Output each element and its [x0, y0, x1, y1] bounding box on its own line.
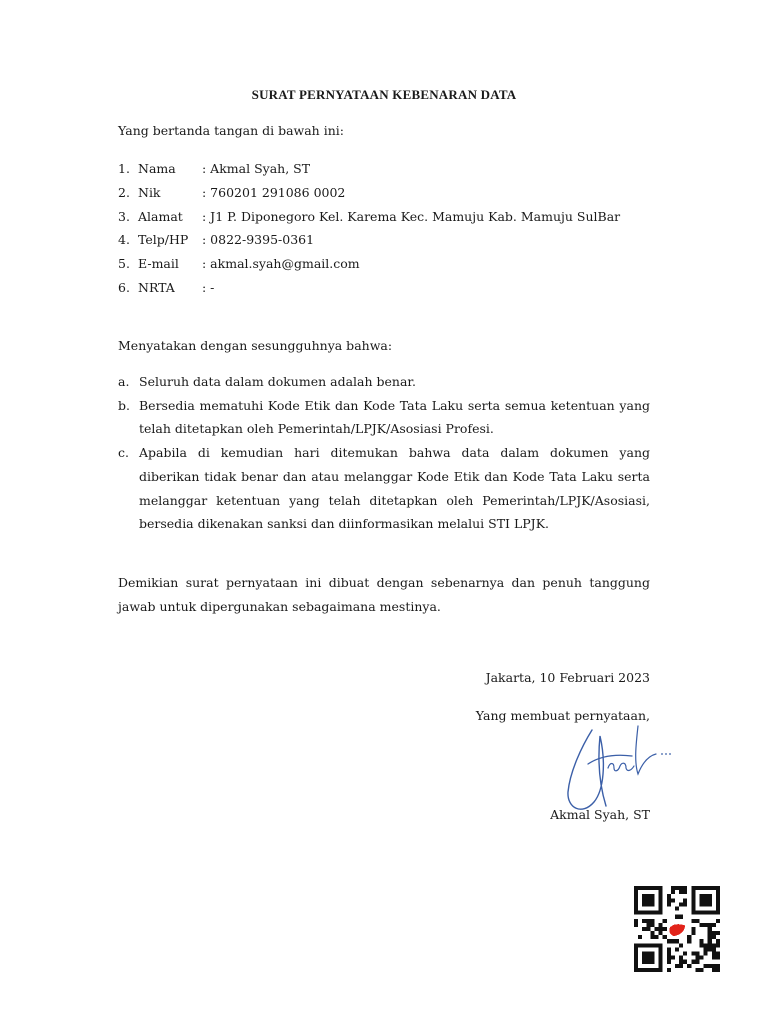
- qr-module: [712, 943, 716, 947]
- qr-module: [708, 964, 712, 968]
- qr-module: [687, 935, 691, 939]
- qr-module: [679, 886, 683, 890]
- qr-module: [683, 960, 687, 964]
- qr-module: [708, 923, 712, 927]
- declaration-intro: Menyatakan dengan sesungguhnya bahwa:: [118, 338, 393, 353]
- field-label: Nik: [138, 185, 161, 201]
- qr-module: [712, 956, 716, 960]
- field-number: 6.: [118, 279, 130, 295]
- qr-module: [667, 952, 671, 956]
- signer-name: Akmal Syah, ST: [550, 807, 650, 822]
- qr-finder-top-left: [634, 886, 663, 915]
- declaration-point-a: [118, 370, 650, 394]
- qr-module: [667, 947, 671, 951]
- qr-module: [675, 939, 679, 943]
- field-row-phone: [118, 228, 620, 252]
- qr-module: [704, 923, 708, 927]
- field-row-address: [118, 204, 620, 228]
- field-label: NRTA: [138, 279, 175, 295]
- qr-module: [654, 927, 658, 931]
- field-value: : 760201 291086 0002: [202, 185, 346, 201]
- field-value: : akmal.syah@gmail.com: [202, 256, 360, 272]
- field-value: : J1 P. Diponegoro Kel. Karema Kec. Mamuju Kab. Mamuju SulBar: [202, 208, 621, 224]
- point-text: Bersedia mematuhi Kode Etik dan Kode Tata Laku serta semua ketentuan yang telah ditetapkan oleh Pemerintah/LPJK/Asosiasi Profesi.: [139, 397, 650, 437]
- qr-module: [716, 956, 720, 960]
- intro-text: Yang bertanda tangan di bawah ini:: [118, 123, 344, 138]
- qr-module: [679, 960, 683, 964]
- qr-module: [683, 898, 687, 902]
- qr-module: [654, 935, 658, 939]
- qr-module: [659, 931, 663, 935]
- field-number: 1.: [118, 161, 130, 177]
- closing-paragraph: Demikian surat pernyataan ini dibuat dengan sebenarnya dan penuh tanggung jawab untuk dipergunakan sebagaimana mestinya.: [118, 575, 650, 614]
- qr-module: [716, 931, 720, 935]
- qr-module: [663, 935, 667, 939]
- qr-module: [695, 956, 699, 960]
- qr-module: [634, 923, 638, 927]
- qr-module: [700, 943, 704, 947]
- qr-code-icon: [634, 886, 720, 972]
- qr-module: [691, 960, 695, 964]
- qr-module: [671, 898, 675, 902]
- qr-module: [695, 919, 699, 923]
- document-title: SURAT PERNYATAAN KEBENARAN DATA: [251, 87, 517, 102]
- qr-module: [704, 964, 708, 968]
- qr-module: [642, 919, 646, 923]
- qr-module: [683, 952, 687, 956]
- field-number: 4.: [118, 232, 130, 248]
- qr-module: [716, 939, 720, 943]
- qr-module: [704, 947, 708, 951]
- field-label: Alamat: [138, 208, 183, 224]
- qr-module: [687, 939, 691, 943]
- qr-module: [700, 956, 704, 960]
- identity-fields: [118, 157, 620, 299]
- qr-module: [650, 919, 654, 923]
- qr-module: [712, 968, 716, 972]
- qr-module: [704, 943, 708, 947]
- field-number: 3.: [118, 208, 130, 224]
- qr-module: [675, 947, 679, 951]
- qr-module: [716, 952, 720, 956]
- qr-module: [663, 919, 667, 923]
- field-number: 5.: [118, 256, 130, 272]
- qr-module: [691, 919, 695, 923]
- qr-module: [716, 919, 720, 923]
- declaration-point-c: [118, 441, 650, 536]
- field-row-nrta: [118, 275, 620, 299]
- qr-module: [667, 939, 671, 943]
- declaration-point-b: [118, 394, 650, 441]
- qr-module: [679, 964, 683, 968]
- qr-module: [712, 952, 716, 956]
- field-row-name: [118, 157, 620, 181]
- field-value: : 0822-9395-0361: [202, 232, 315, 248]
- qr-module: [679, 943, 683, 947]
- qr-module: [646, 919, 650, 923]
- field-row-nik: [118, 181, 620, 205]
- qr-module: [716, 968, 720, 972]
- field-value: : -: [202, 279, 215, 295]
- qr-module: [650, 923, 654, 927]
- qr-module: [708, 935, 712, 939]
- qr-module: [700, 939, 704, 943]
- qr-module: [708, 931, 712, 935]
- qr-module: [716, 943, 720, 947]
- qr-module: [683, 890, 687, 894]
- qr-module: [712, 964, 716, 968]
- qr-module: [683, 902, 687, 906]
- qr-module: [675, 964, 679, 968]
- qr-module: [659, 927, 663, 931]
- point-text: Apabila di kemudian hari ditemukan bahwa data dalam dokumen yang diberikan tidak benar dan atau melanggar Kode Etik dan Kode Tata Laku serta melanggar ketentuan yang telah ditetapkan oleh Pemerintah/LPJK/Asosiasi, bersedia dikenakan sanksi dan diinformasikan melalui STI LPJK.: [139, 445, 650, 532]
- declaration-points: [118, 370, 650, 536]
- qr-module: [675, 886, 679, 890]
- qr-module: [679, 915, 683, 919]
- qr-module: [667, 968, 671, 972]
- qr-module: [638, 935, 642, 939]
- qr-module: [691, 927, 695, 931]
- qr-module: [679, 902, 683, 906]
- qr-module: [712, 931, 716, 935]
- field-value: : Akmal Syah, ST: [202, 161, 311, 177]
- qr-module: [700, 968, 704, 972]
- point-text: Seluruh data dalam dokumen adalah benar.: [139, 374, 416, 389]
- point-letter: a.: [118, 374, 130, 389]
- qr-module: [691, 931, 695, 935]
- qr-module: [667, 956, 671, 960]
- qr-module: [712, 947, 716, 951]
- qr-module: [704, 952, 708, 956]
- qr-module: [671, 956, 675, 960]
- qr-module: [691, 952, 695, 956]
- qr-module: [671, 886, 675, 890]
- qr-module: [683, 886, 687, 890]
- qr-module: [687, 964, 691, 968]
- point-letter: c.: [118, 445, 129, 461]
- qr-module: [659, 923, 663, 927]
- qr-module: [708, 939, 712, 943]
- qr-module: [667, 894, 671, 898]
- qr-module: [663, 927, 667, 931]
- qr-module: [679, 956, 683, 960]
- qr-module: [650, 931, 654, 935]
- qr-module: [671, 890, 675, 894]
- qr-module: [708, 947, 712, 951]
- field-label: Telp/HP: [138, 232, 189, 248]
- qr-module: [671, 939, 675, 943]
- signer-role: Yang membuat pernyataan,: [475, 708, 650, 723]
- qr-module: [675, 906, 679, 910]
- field-row-email: [118, 252, 620, 276]
- qr-module: [695, 960, 699, 964]
- qr-module: [700, 923, 704, 927]
- place-date: Jakarta, 10 Februari 2023: [485, 670, 650, 685]
- qr-module: [679, 890, 683, 894]
- qr-finder-top-right: [691, 886, 720, 915]
- qr-module: [695, 968, 699, 972]
- point-letter: b.: [118, 397, 130, 413]
- qr-module: [646, 923, 650, 927]
- qr-module: [667, 902, 671, 906]
- qr-module: [716, 964, 720, 968]
- qr-module: [712, 935, 716, 939]
- qr-module: [642, 927, 646, 931]
- qr-module: [650, 935, 654, 939]
- field-label: Nama: [138, 161, 176, 177]
- qr-module: [695, 952, 699, 956]
- qr-module: [712, 923, 716, 927]
- field-number: 2.: [118, 185, 130, 201]
- field-label: E-mail: [138, 256, 179, 272]
- qr-module: [634, 919, 638, 923]
- qr-module: [646, 927, 650, 931]
- qr-module: [708, 927, 712, 931]
- qr-module: [667, 960, 671, 964]
- qr-module: [708, 943, 712, 947]
- qr-module: [667, 898, 671, 902]
- qr-finder-bottom-left: [634, 943, 663, 972]
- qr-module: [675, 915, 679, 919]
